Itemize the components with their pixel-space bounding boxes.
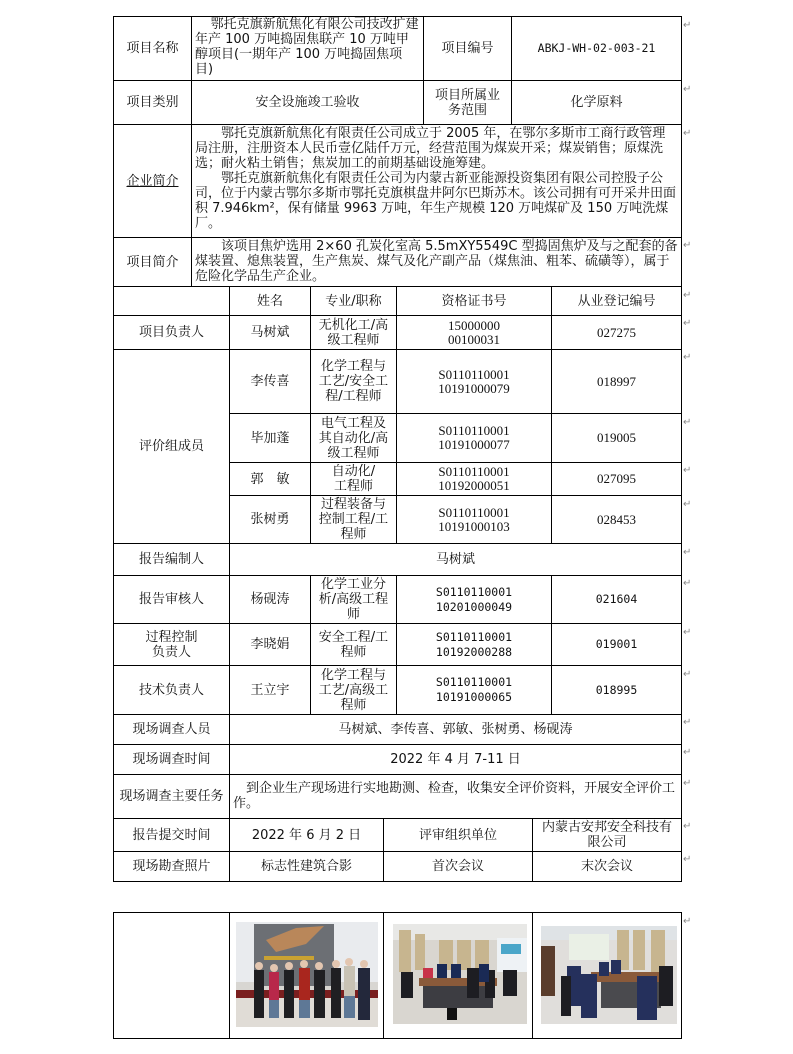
paragraph-mark: ↵ (683, 778, 692, 789)
company-intro-label-text: 企业简介 (126, 173, 179, 189)
photo-caption-last-meeting: 末次会议 (532, 851, 682, 882)
company-intro-para-1: 鄂托克旗新航焦化有限责任公司成立于 2005 年，在鄂尔多斯市工商行政管理局注册，注册资本人民币壹亿陆仟万元，经营范围为煤炭开采；煤炭销售；原煤洗选；耐火粘土销售；焦炭加工的前期基础设施筹建。 (195, 126, 666, 171)
project-summary-label: 项目简介 (113, 237, 192, 287)
reviewer-name: 李晓娟 (229, 623, 311, 666)
cert-line2: 10192000051 (438, 478, 510, 493)
team-member-name: 郭 敏 (229, 462, 311, 496)
reviewer-role: 报告审核人 (113, 575, 230, 624)
team-member-reg: 027095 (551, 462, 682, 496)
cert-line2: 10201000049 (435, 599, 513, 614)
cert-line1: S0110110001 (435, 629, 513, 644)
reviewer-name: 王立宇 (229, 665, 311, 715)
team-member-title: 过程装备与控制工程/工程师 (310, 495, 397, 544)
report-submit-value: 2022 年 6 月 2 日 (229, 818, 384, 852)
team-member-reg: 028453 (551, 495, 682, 544)
survey-task-value (229, 774, 682, 819)
photo-last-meeting (541, 926, 677, 1024)
paragraph-mark: ↵ (683, 627, 692, 638)
photo-caption-building: 标志性建筑合影 (229, 851, 384, 882)
photos-blank-cell (113, 912, 230, 1039)
leader-title: 无机化工/高级工程师 (310, 315, 397, 350)
leader-role: 项目负责人 (113, 315, 230, 350)
project-name-text: 鄂托克旗新航焦化有限公司技改扩建年产 100 万吨捣固焦联产 10 万吨甲醇项目(一期年产 100 万吨捣固焦项目) (195, 17, 419, 77)
photo-cell-building (229, 912, 384, 1039)
team-member-name: 张树勇 (229, 495, 311, 544)
report-org-value: 内蒙古安邦安全科技有限公司 (532, 818, 682, 852)
company-intro-value (191, 124, 682, 238)
photo-caption-first-meeting: 首次会议 (383, 851, 533, 882)
reviewer-name: 杨砚涛 (229, 575, 311, 624)
cert-line1: S0110110001 (438, 366, 510, 382)
paragraph-mark: ↵ (683, 240, 692, 251)
cert-line1: S0110110001 (435, 584, 513, 599)
reviewer-title: 化学工程与工艺/高级工程师 (310, 665, 397, 715)
survey-staff-value: 马树斌、李传喜、郭敏、张树勇、杨砚涛 (229, 714, 682, 745)
team-member-cert (396, 413, 552, 463)
paragraph-mark: ↵ (683, 290, 692, 301)
header-name: 姓名 (229, 286, 311, 316)
compiler-name: 马树斌 (229, 543, 682, 576)
project-category-label: 项目类别 (113, 80, 192, 125)
team-member-name: 毕加蓬 (229, 413, 311, 463)
team-member-title: 电气工程及其自动化/高级工程师 (310, 413, 397, 463)
team-member-title: 化学工程与工艺/安全工程/工程师 (310, 349, 397, 414)
team-member-cert (396, 349, 552, 414)
cert-line1: S0110110001 (438, 423, 510, 438)
photo-cell-last-meeting (532, 912, 682, 1039)
header-title: 专业/职称 (310, 286, 397, 316)
paragraph-mark: ↵ (683, 669, 692, 680)
survey-time-value: 2022 年 4 月 7-11 日 (229, 744, 682, 775)
project-summary-value (191, 237, 682, 287)
reviewer-cert (396, 623, 552, 666)
project-code-value: ABKJ-WH-02-003-21 (511, 16, 682, 81)
company-intro-label (113, 124, 192, 238)
paragraph-mark: ↵ (683, 578, 692, 589)
leader-reg: 027275 (551, 315, 682, 350)
team-member-title: 自动化/工程师 (310, 462, 397, 496)
paragraph-mark: ↵ (683, 499, 692, 510)
cert-line2: 10192000288 (435, 644, 513, 659)
team-member-name: 李传喜 (229, 349, 311, 414)
team-role: 评价组成员 (113, 349, 230, 544)
reviewer-cert (396, 575, 552, 624)
cert-line1: S0110110001 (435, 675, 513, 689)
cert-line1: S0110110001 (438, 504, 510, 520)
project-category-value: 安全设施竣工验收 (191, 80, 424, 125)
survey-staff-label: 现场调查人员 (113, 714, 230, 745)
cert-line2: 10191000079 (438, 380, 510, 396)
reviewer-reg: 019001 (551, 623, 682, 666)
reviewer-role: 技术负责人 (113, 665, 230, 715)
leader-cert-line2: 00100031 (448, 331, 500, 347)
compiler-role: 报告编制人 (113, 543, 230, 576)
paragraph-mark: ↵ (683, 20, 692, 31)
paragraph-mark: ↵ (683, 547, 692, 558)
company-intro-para-2: 鄂托克旗新航焦化有限责任公司为内蒙古新亚能源投资集团有限公司控股子公司，位于内蒙古鄂尔多斯市鄂托克旗棋盘井阿尔巴斯苏木。该公司拥有可开采井田面积 7.946km²，保有储量 9963 万吨，年生产规模 120 万吨煤矿及 150 万吨洗煤厂。 (195, 171, 677, 231)
team-member-cert (396, 495, 552, 544)
photo-building-group (236, 922, 378, 1027)
survey-time-label: 现场调查时间 (113, 744, 230, 775)
reviewer-title: 安全工程/工程师 (310, 623, 397, 666)
cert-line1: S0110110001 (438, 464, 510, 479)
survey-task-text: 到企业生产现场进行实地勘测、检查，收集安全评价资料，开展安全评价工作。 (233, 781, 676, 811)
paragraph-mark: ↵ (683, 465, 692, 476)
project-summary-text: 该项目焦炉选用 2×60 孔炭化室高 5.5mXY5549C 型捣固焦炉及与之配套的备煤装置、熄焦装置，生产焦炭、煤气及化产副产品（煤焦油、粗苯、硫磺等），属于危险化学品生产企业。 (195, 239, 678, 284)
header-reg: 从业登记编号 (551, 286, 682, 316)
paragraph-mark: ↵ (683, 417, 692, 428)
project-scope-value: 化学原料 (511, 80, 682, 125)
report-submit-label: 报告提交时间 (113, 818, 230, 852)
paragraph-mark: ↵ (683, 854, 692, 865)
personnel-header-blank (113, 286, 230, 316)
reviewer-cert (396, 665, 552, 715)
paragraph-mark: ↵ (683, 747, 692, 758)
project-scope-label: 项目所属业务范围 (423, 80, 512, 125)
photo-cell-first-meeting (383, 912, 533, 1039)
paragraph-mark: ↵ (683, 916, 692, 927)
reviewer-role: 过程控制负责人 (113, 623, 230, 666)
cert-line2: 10191000077 (438, 437, 510, 452)
cert-line2: 10191000065 (435, 690, 513, 704)
leader-cert-line1: 15000000 (448, 317, 500, 333)
paragraph-mark: ↵ (683, 318, 692, 329)
cert-line2: 10191000103 (438, 518, 510, 534)
reviewer-title: 化学工业分析/高级工程师 (310, 575, 397, 624)
photos-label: 现场勘查照片 (113, 851, 230, 882)
report-org-label: 评审组织单位 (383, 818, 533, 852)
project-name-label: 项目名称 (113, 16, 192, 81)
team-member-reg: 019005 (551, 413, 682, 463)
reviewer-reg: 018995 (551, 665, 682, 715)
paragraph-mark: ↵ (683, 352, 692, 363)
survey-task-label: 现场调查主要任务 (113, 774, 230, 819)
project-code-label: 项目编号 (423, 16, 512, 81)
paragraph-mark: ↵ (683, 84, 692, 95)
paragraph-mark: ↵ (683, 128, 692, 139)
leader-name: 马树斌 (229, 315, 311, 350)
reviewer-reg: 021604 (551, 575, 682, 624)
photo-first-meeting (393, 924, 527, 1024)
leader-cert (396, 315, 552, 350)
team-member-reg: 018997 (551, 349, 682, 414)
project-name-value (191, 16, 424, 81)
paragraph-mark: ↵ (683, 821, 692, 832)
team-member-cert (396, 462, 552, 496)
header-cert: 资格证书号 (396, 286, 552, 316)
paragraph-mark: ↵ (683, 717, 692, 728)
